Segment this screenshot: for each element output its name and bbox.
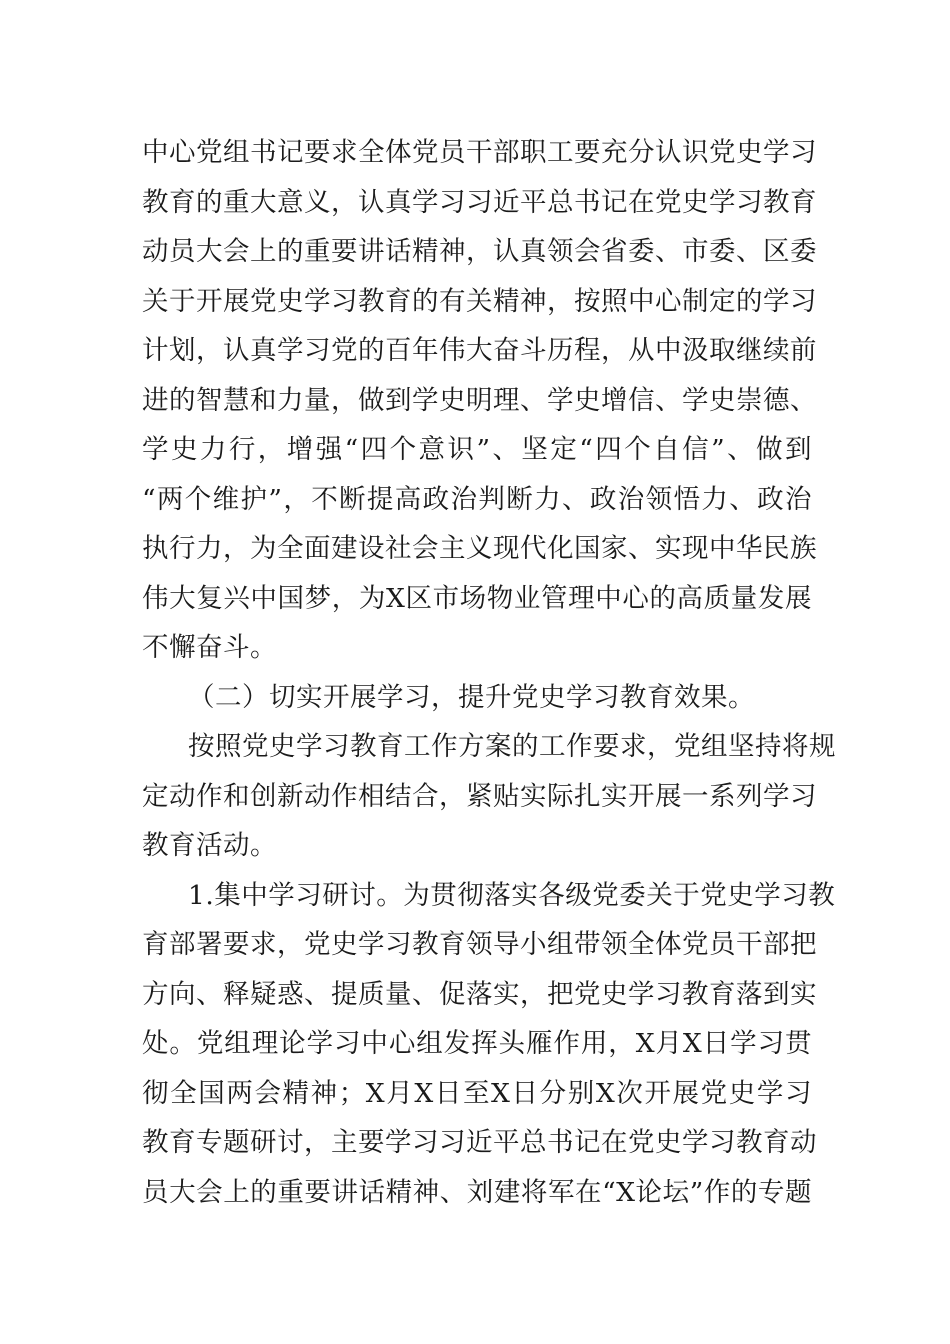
text-line: 中心党组书记要求全体党员干部职工要充分认识党史学习	[142, 137, 817, 168]
body-text	[142, 128, 836, 1217]
text-line: 教育的重大意义，认真学习习近平总书记在党史学习教育	[142, 186, 817, 218]
text-line: 计划，认真学习党的百年伟大奋斗历程，从中汲取继续前	[142, 335, 817, 366]
text-line: 员大会上的重要讲话精神、刘建将军在“X论坛”作的专题	[142, 1176, 812, 1208]
text-line: 不懈奋斗。	[142, 632, 277, 663]
text-line: 进的智慧和力量，做到学史明理、学史增信、学史崇德、	[142, 384, 817, 416]
text-line: 处。党组理论学习中心组发挥头雁作用，X月X日学习贯	[142, 1028, 812, 1059]
text-line: 教育活动。	[142, 830, 277, 861]
text-line: 动员大会上的重要讲话精神，认真领会省委、市委、区委	[142, 236, 817, 267]
text-line: “两个维护”，不断提高政治判断力、政治领悟力、政治	[142, 483, 812, 515]
text-line: 方向、释疑惑、提质量、促落实，把党史学习教育落到实	[142, 978, 817, 1010]
section-heading: （二）切实开展学习，提升党史学习教育效果。	[188, 681, 755, 713]
text-line: 彻全国两会精神；X月X日至X日分别X次开展党史学习	[142, 1077, 812, 1109]
text-line: 教育专题研讨，主要学习习近平总书记在党史学习教育动	[142, 1127, 817, 1158]
text-line: 按照党史学习教育工作方案的工作要求，党组坚持将规	[188, 731, 836, 762]
text-line: 关于开展党史学习教育的有关精神，按照中心制定的学习	[142, 285, 817, 317]
text-line: 伟大复兴中国梦，为X区市场物业管理中心的高质量发展	[142, 582, 812, 614]
text-line: 执行力，为全面建设社会主义现代化国家、实现中华民族	[142, 533, 817, 564]
text-line: 1.集中学习研讨。为贯彻落实各级党委关于党史学习教	[188, 879, 836, 911]
text-line: 育部署要求，党史学习教育领导小组带领全体党员干部把	[142, 929, 817, 960]
text-line: 学史力行，增强“四个意识”、坚定“四个自信”、做到	[142, 434, 812, 465]
text-line: 定动作和创新动作相结合，紧贴实际扎实开展一系列学习	[142, 780, 817, 812]
